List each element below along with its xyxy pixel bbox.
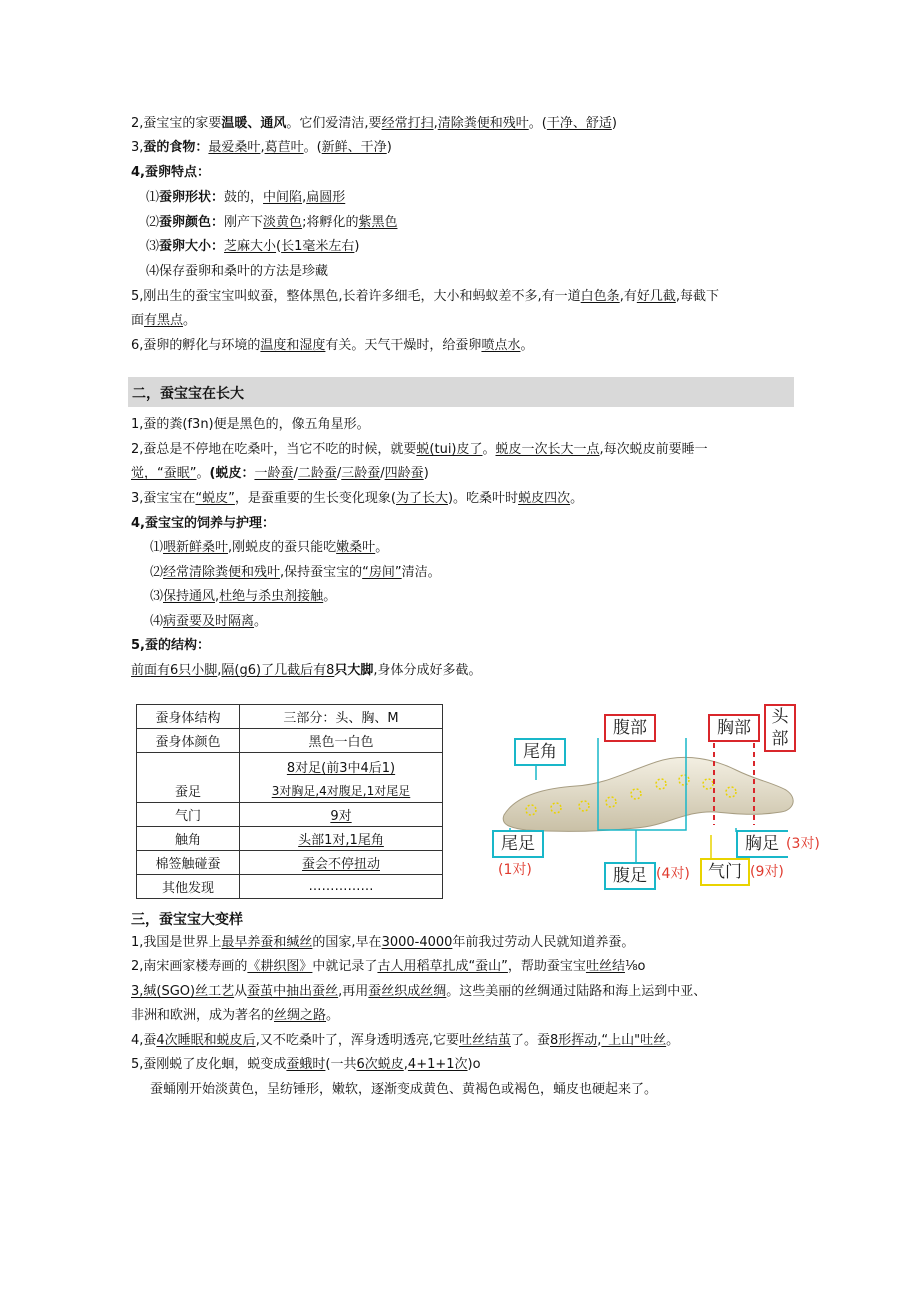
label-thorax: 胸部: [708, 714, 760, 742]
section2-header: [128, 377, 794, 407]
line-home: 2,蚕宝宝的家要温暖、通风。它们爱清洁,要经常打扫,清除粪便和残叶。(干净、舒适): [131, 116, 617, 131]
line-spinning: 4,蚕4次睡眠和蜕皮后,又不吃桑叶了，浑身透明透亮,它要吐丝结茧了。蚕8形挥动,“上山"吐丝。: [131, 1033, 680, 1048]
label-tail-horn: 尾角: [514, 738, 566, 766]
line-silk-road: 非洲和欧洲，成为著名的丝绸之路。: [131, 1008, 340, 1023]
line-molting-cont: 觉，“蚕眠”。(蜕皮：一龄蚕/二龄蚕/三龄蚕/四龄蚕): [131, 466, 429, 481]
table-row: 蚕身体结构 三部分：头、胸、M: [137, 705, 443, 729]
table-row: 其他发现 ……………: [137, 875, 443, 899]
line-reeling: 3,缄(SGO)丝工艺从蚕茧中抽出蚕丝,再用蚕丝织成丝绸。这些美丽的丝绸通过陆路和海上运到中亚、: [131, 984, 707, 999]
line-food: 3,蚕的食物：最爱桑叶,葛苣叶。(新鲜、干净): [131, 140, 392, 155]
line-pupa: 5,蚕刚蜕了皮化蛔，蜕变成蚕蛾时(一共6次蜕皮,4+1+1次)o: [131, 1057, 481, 1072]
line-care-4: ⑷病蚕要及时隔离。: [150, 614, 268, 629]
silkworm-diagram: [486, 700, 826, 892]
label-spiracle-count: (9对): [750, 860, 784, 884]
label-abdominal-feet-count: (4对): [656, 862, 690, 886]
line-ant-silkworm-cont: 面有黑点。: [131, 313, 197, 328]
line-egg-features: 4,蚕卵特点：: [131, 165, 210, 180]
line-care-1: ⑴喂新鲜桑叶,刚蜕皮的蚕只能吃嫩桑叶。: [150, 540, 389, 555]
label-abdominal-feet: 腹足: [604, 862, 656, 890]
line-egg-size: ⑶蚕卵大小：芝麻大小(长1毫米左右): [146, 239, 360, 254]
label-tail-feet-count: (1对): [498, 858, 532, 882]
structure-table: [136, 704, 443, 899]
label-spiracle: 气门: [700, 858, 750, 886]
line-origin: 1,我国是世界上最早养蚕和缄丝的国家,早在3000-4000年前我过劳动人民就知道养蚕。: [131, 935, 635, 950]
table-row: 蚕身体颜色 黑色一白色: [137, 729, 443, 753]
line-pupa-color: 蚕蛹刚开始淡黄色，呈纺锤形，嫩软，逐渐变成黄色、黄褐色或褐色，蛹皮也硬起来了。: [150, 1082, 658, 1097]
table-row: 8对足(前3中4后1): [137, 753, 443, 780]
label-chest-feet: 胸足: [736, 830, 788, 858]
line-egg-shape: ⑴蚕卵形状：鼓的，中间陷,扁圆形: [146, 190, 346, 205]
line-care-2: ⑵经常清除粪便和残叶,保持蚕宝宝的“房间”清洁。: [150, 565, 441, 580]
table-row: 触角 头部1对,1尾角: [137, 827, 443, 851]
line-ant-silkworm: 5,刚出生的蚕宝宝叫蚁蚕，整体黑色,长着许多细毛，大小和蚂蚁差不多,有一道白色条,有好几截,每截下: [131, 289, 719, 304]
line-structure-desc: 前面有6只小脚,隔(g6)了几截后有8只大脚,身体分成好多截。: [131, 663, 482, 678]
table-row: 棉签触碰蚕 蚕会不停扭动: [137, 851, 443, 875]
line-painting: 2,南宋画家楼寿画的《耕织图》中就记录了古人用稻草扎成“蚕山”，帮助蚕宝宝吐丝结⅛o: [131, 959, 646, 974]
section2-title: 二，蚕宝宝在长大: [132, 386, 244, 402]
label-head: 头部: [764, 704, 796, 752]
line-structure: 5,蚕的结构：: [131, 638, 210, 653]
section3-title: 三，蚕宝宝大变样: [131, 912, 243, 928]
line-care-3: ⑶保持通风,杜绝与杀虫剂接触。: [150, 589, 337, 604]
line-egg-storage: ⑷保存蚕卵和桑叶的方法是珍藏: [146, 264, 329, 279]
line-molting-importance: 3,蚕宝宝在“蜕皮”，是蚕重要的生长变化现象(为了长大)。吃桑叶时蜕皮四次。: [131, 491, 584, 506]
label-tail-feet: 尾足: [492, 830, 544, 858]
line-hatching: 6,蚕卵的孵化与环境的温度和湿度有关。天气干燥时，给蚕卵喷点水。: [131, 338, 534, 353]
line-care: 4,蚕宝宝的饲养与护理：: [131, 516, 275, 531]
label-chest-feet-count: (3对): [786, 832, 820, 856]
line-egg-color: ⑵蚕卵颜色：刚产下淡黄色;将孵化的紫黑色: [146, 215, 398, 230]
table-row: 气门 9对: [137, 803, 443, 827]
line-droppings: 1,蚕的粪(f3n)便是黑色的，像五角星形。: [131, 417, 370, 432]
table-row: 蚕足 3对胸足,4对腹足,1对尾足: [137, 779, 443, 803]
line-molting: 2,蚕总是不停地在吃桑叶，当它不吃的时候，就要蜕(tui)皮了。蜕皮一次长大一点,每次蜕皮前要睡一: [131, 442, 708, 457]
label-abdomen: 腹部: [604, 714, 656, 742]
